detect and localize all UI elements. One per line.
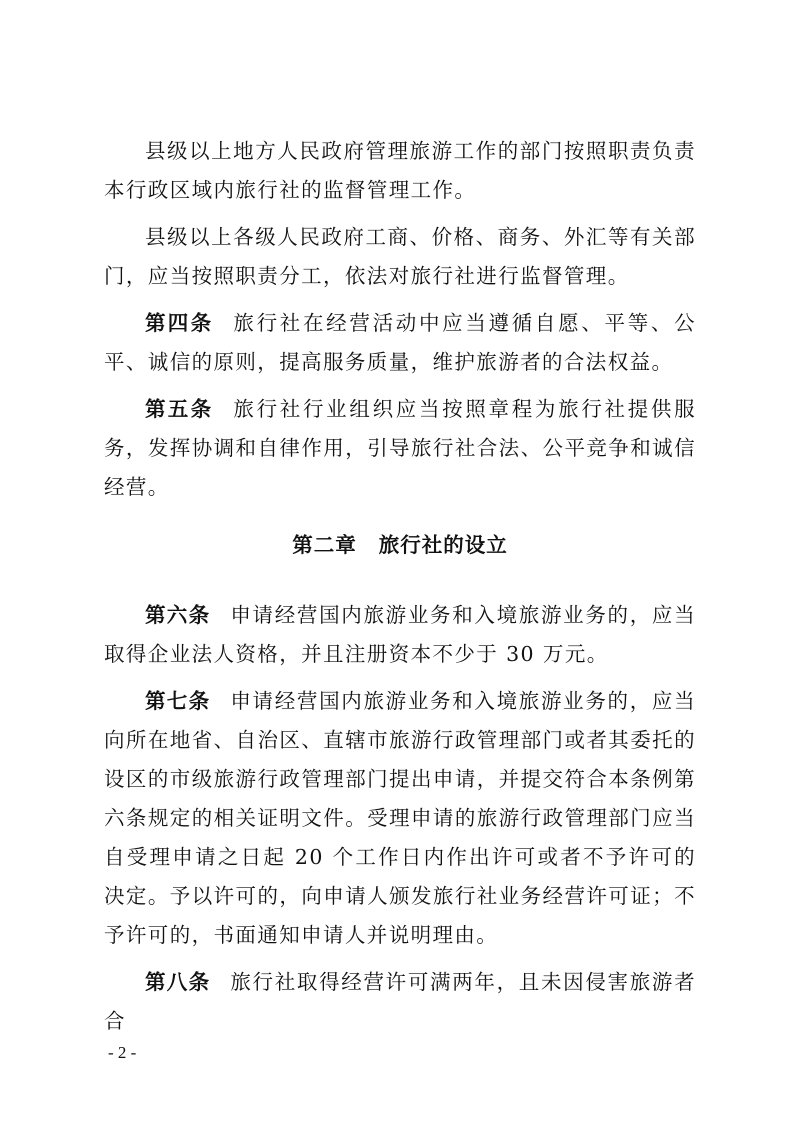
chapter-heading bbox=[104, 526, 696, 565]
article-text: 旅行社取得经营许可满两年，且未因侵害旅游者合 bbox=[104, 970, 697, 1033]
article-number: 第七条 bbox=[145, 689, 211, 713]
article-text: 旅行社行业组织应当按照章程为旅行社提供服务，发挥协调和自律作用，引导旅行社合法、公平竞争和诚信经营。 bbox=[104, 397, 697, 499]
paragraph-text: 县级以上各级人民政府工商、价格、商务、外汇等有关部门，应当按照职责分工，依法对旅行社进行监督管理。 bbox=[104, 225, 696, 288]
article-8 bbox=[104, 963, 696, 1041]
document-body bbox=[104, 132, 696, 1049]
paragraph-supervision-local bbox=[104, 132, 696, 210]
article-text: 申请经营国内旅游业务和入境旅游业务的，应当取得企业法人资格，并且注册资本不少于 30 万元。 bbox=[104, 603, 697, 666]
page-number: - 2 - bbox=[108, 1043, 137, 1062]
article-4 bbox=[104, 304, 696, 382]
chapter-title: 旅行社的设立 bbox=[378, 533, 508, 557]
paragraph-supervision-departments bbox=[104, 218, 696, 296]
article-number: 第六条 bbox=[145, 603, 211, 627]
chapter-number: 第二章 bbox=[292, 533, 357, 557]
article-text: 旅行社在经营活动中应当遵循自愿、平等、公平、诚信的原则，提高服务质量，维护旅游者的合法权益。 bbox=[104, 311, 697, 374]
article-6 bbox=[104, 596, 696, 674]
article-number: 第八条 bbox=[145, 970, 211, 994]
article-number: 第五条 bbox=[145, 397, 214, 421]
article-number: 第四条 bbox=[145, 311, 214, 335]
paragraph-text: 县级以上地方人民政府管理旅游工作的部门按照职责负责本行政区域内旅行社的监督管理工作。 bbox=[104, 139, 696, 202]
article-7 bbox=[104, 682, 696, 955]
article-text: 申请经营国内旅游业务和入境旅游业务的，应当向所在地省、自治区、直辖市旅游行政管理部门或者其委托的设区的市级旅游行政管理部门提出申请，并提交符合本条例第六条规定的相关证明文件。受理申请的旅游行政管理部门应当自受理申请之日起 20 个工作日内作出许可或者不予许可的决定。予以许可的，向申请人颁发旅行社业务经营许可证；不予许可的，书面通知申请人并说明理由。 bbox=[104, 689, 697, 947]
article-5 bbox=[104, 390, 696, 507]
